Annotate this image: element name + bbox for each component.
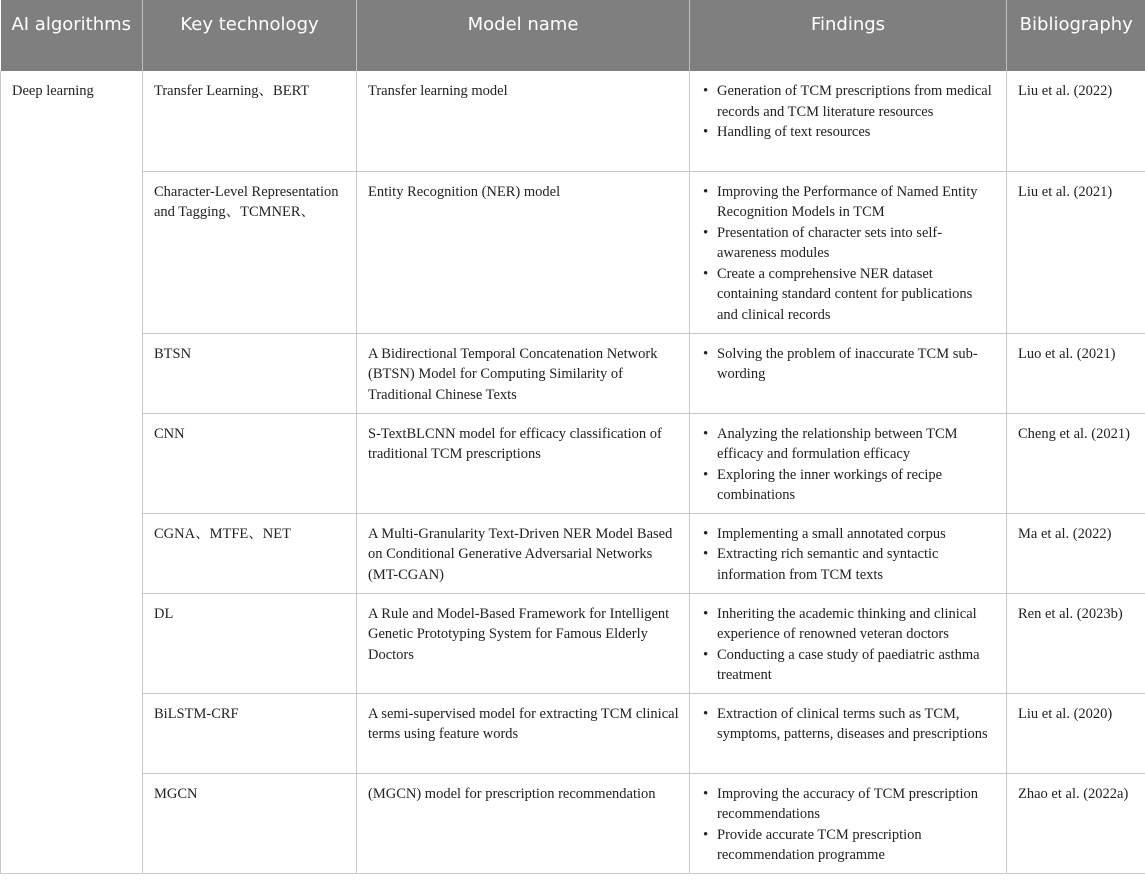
- finding-item: • Solving the problem of inaccurate TCM sub-wording: [701, 344, 996, 385]
- findings-list: [701, 784, 996, 866]
- finding-item: • Analyzing the relationship between TCM efficacy and formulation efficacy: [701, 424, 996, 465]
- findings-list: [701, 344, 996, 385]
- key-technology-cell: MGCN: [143, 773, 357, 873]
- key-technology-cell: CNN: [143, 413, 357, 513]
- findings-list: [701, 704, 996, 745]
- table-row: [1, 773, 1145, 873]
- bibliography-cell: Luo et al. (2021): [1007, 333, 1145, 413]
- finding-item: • Presentation of character sets into self-awareness modules: [701, 223, 996, 264]
- key-technology-cell: DL: [143, 593, 357, 693]
- table-row: [1, 333, 1145, 413]
- finding-item: • Implementing a small annotated corpus: [701, 524, 996, 545]
- model-name-cell: A Multi-Granularity Text-Driven NER Model Based on Conditional Generative Adversarial Networks (MT-CGAN): [357, 513, 690, 593]
- bibliography-cell: Liu et al. (2022): [1007, 71, 1145, 171]
- table-row: [1, 593, 1145, 693]
- table-row: [1, 413, 1145, 513]
- header-findings: Findings: [690, 0, 1007, 71]
- findings-list: [701, 182, 996, 326]
- finding-item: • Extraction of clinical terms such as TCM, symptoms, patterns, diseases and prescriptions: [701, 704, 996, 745]
- findings-cell: [690, 171, 1007, 333]
- findings-cell: [690, 693, 1007, 773]
- findings-list: [701, 604, 996, 686]
- header-row: [1, 0, 1145, 71]
- finding-item: • Generation of TCM prescriptions from medical records and TCM literature resources: [701, 81, 996, 122]
- findings-list: [701, 81, 996, 143]
- bibliography-cell: Ren et al. (2023b): [1007, 593, 1145, 693]
- finding-item: • Inheriting the academic thinking and clinical experience of renowned veteran doctors: [701, 604, 996, 645]
- key-technology-cell: Transfer Learning、BERT: [143, 71, 357, 171]
- findings-cell: [690, 773, 1007, 873]
- model-name-cell: A Rule and Model-Based Framework for Intelligent Genetic Prototyping System for Famous Elderly Doctors: [357, 593, 690, 693]
- model-name-cell: A semi-supervised model for extracting TCM clinical terms using feature words: [357, 693, 690, 773]
- findings-cell: [690, 71, 1007, 171]
- model-name-cell: Entity Recognition (NER) model: [357, 171, 690, 333]
- model-name-cell: S-TextBLCNN model for efficacy classification of traditional TCM prescriptions: [357, 413, 690, 513]
- key-technology-cell: Character-Level Representation and Tagging、TCMNER、: [143, 171, 357, 333]
- key-technology-cell: BiLSTM-CRF: [143, 693, 357, 773]
- table-row: [1, 693, 1145, 773]
- findings-cell: [690, 513, 1007, 593]
- header-bibliography: Bibliography: [1007, 0, 1145, 71]
- finding-item: • Provide accurate TCM prescription recommendation programme: [701, 825, 996, 866]
- model-name-cell: (MGCN) model for prescription recommendation: [357, 773, 690, 873]
- finding-item: • Conducting a case study of paediatric asthma treatment: [701, 645, 996, 686]
- table-header: [1, 0, 1145, 71]
- bibliography-cell: Zhao et al. (2022a): [1007, 773, 1145, 873]
- finding-item: • Improving the Performance of Named Entity Recognition Models in TCM: [701, 182, 996, 223]
- finding-item: • Improving the accuracy of TCM prescription recommendations: [701, 784, 996, 825]
- model-name-cell: A Bidirectional Temporal Concatenation Network (BTSN) Model for Computing Similarity of Traditional Chinese Texts: [357, 333, 690, 413]
- header-key-technology: Key technology: [143, 0, 357, 71]
- header-model-name: Model name: [357, 0, 690, 71]
- model-name-cell: Transfer learning model: [357, 71, 690, 171]
- findings-cell: [690, 593, 1007, 693]
- header-ai-algorithms: AI algorithms: [1, 0, 143, 71]
- findings-cell: [690, 413, 1007, 513]
- bibliography-cell: Liu et al. (2021): [1007, 171, 1145, 333]
- table-row: [1, 513, 1145, 593]
- findings-list: [701, 524, 996, 586]
- key-technology-cell: CGNA、MTFE、NET: [143, 513, 357, 593]
- finding-item: • Extracting rich semantic and syntactic information from TCM texts: [701, 544, 996, 585]
- key-technology-cell: BTSN: [143, 333, 357, 413]
- finding-item: • Exploring the inner workings of recipe combinations: [701, 465, 996, 506]
- table-row: [1, 171, 1145, 333]
- algorithm-cell: Deep learning: [1, 71, 143, 873]
- table-row: [1, 71, 1145, 171]
- bibliography-cell: Liu et al. (2020): [1007, 693, 1145, 773]
- finding-item: • Handling of text resources: [701, 122, 996, 143]
- findings-cell: [690, 333, 1007, 413]
- table-body: [1, 71, 1145, 873]
- findings-list: [701, 424, 996, 506]
- bibliography-cell: Ma et al. (2022): [1007, 513, 1145, 593]
- finding-item: • Create a comprehensive NER dataset containing standard content for publications and clinical records: [701, 264, 996, 326]
- bibliography-cell: Cheng et al. (2021): [1007, 413, 1145, 513]
